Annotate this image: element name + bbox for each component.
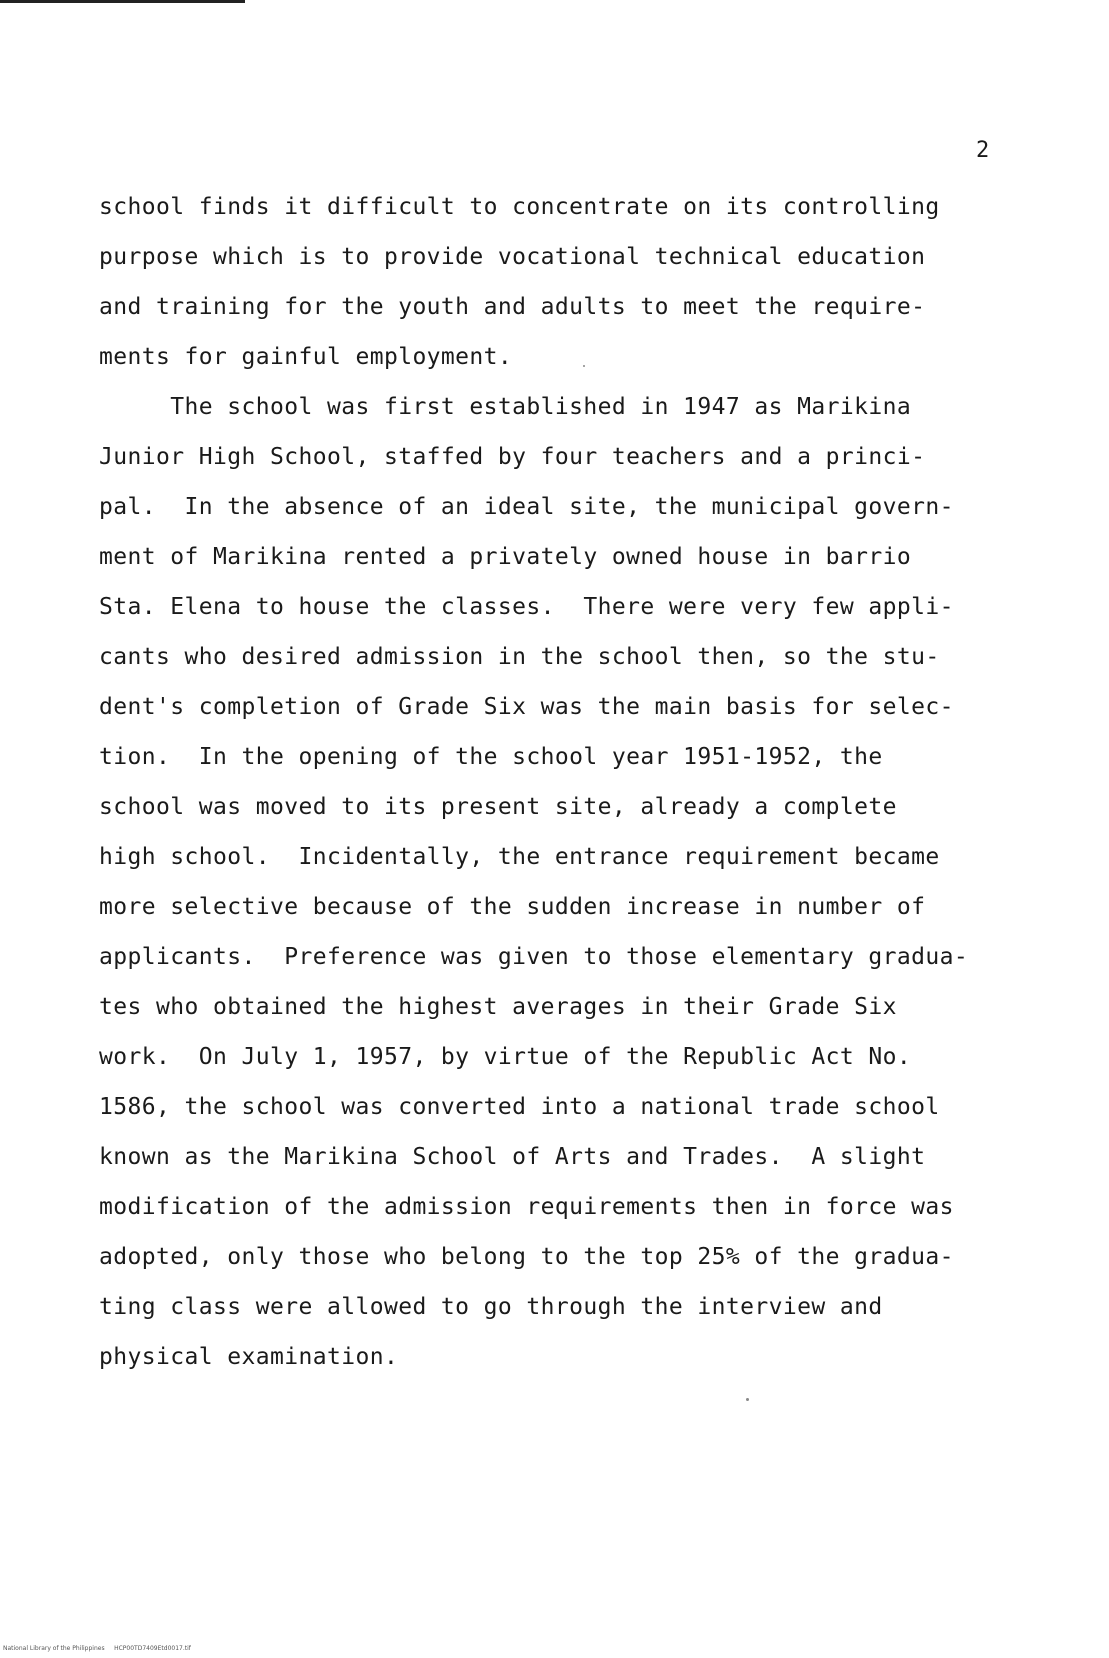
text-line: dent's completion of Grade Six was the main basis for selec-	[99, 694, 954, 720]
text-line: ting class were allowed to go through the interview and	[99, 1294, 883, 1320]
text-line: Junior High School, staffed by four teachers and a princi-	[99, 444, 926, 470]
text-line: modification of the admission requirements then in force was	[99, 1194, 954, 1220]
text-line: applicants. Preference was given to those elementary gradua-	[99, 944, 969, 970]
text-line: known as the Marikina School of Arts and Trades. A slight	[99, 1144, 926, 1170]
text-line: adopted, only those who belong to the top 25% of the gradua-	[99, 1244, 954, 1270]
text-line: cants who desired admission in the school then, so the stu-	[99, 644, 940, 670]
text-line: ment of Marikina rented a privately owned house in barrio	[99, 544, 912, 570]
text-line: physical examination.	[99, 1344, 399, 1370]
text-line: The school was first established in 1947 as Marikina	[99, 394, 912, 420]
text-line: ments for gainful employment.	[99, 344, 513, 370]
scan-speck	[746, 1398, 749, 1401]
text-line: tes who obtained the highest averages in their Grade Six	[99, 994, 897, 1020]
text-line: work. On July 1, 1957, by virtue of the Republic Act No.	[99, 1044, 912, 1070]
text-line: school finds it difficult to concentrate on its controlling	[99, 194, 940, 220]
text-line: 1586, the school was converted into a national trade school	[99, 1094, 940, 1120]
text-line: tion. In the opening of the school year 1951-1952, the	[99, 744, 883, 770]
text-line: Sta. Elena to house the classes. There were very few appli-	[99, 594, 954, 620]
text-line: pal. In the absence of an ideal site, the municipal govern-	[99, 494, 954, 520]
text-line: high school. Incidentally, the entrance requirement became	[99, 844, 940, 870]
text-line: and training for the youth and adults to meet the require-	[99, 294, 926, 320]
top-rule	[0, 0, 245, 3]
scan-speck	[583, 365, 585, 367]
body-text	[99, 182, 1059, 1382]
page-number: 2	[976, 138, 990, 163]
text-line: purpose which is to provide vocational technical education	[99, 244, 926, 270]
text-line: more selective because of the sudden increase in number of	[99, 894, 926, 920]
text-line: school was moved to its present site, already a complete	[99, 794, 897, 820]
scan-footer: National Library of the Philippines HCP00TD7409Etd0017.tif	[3, 1645, 191, 1652]
